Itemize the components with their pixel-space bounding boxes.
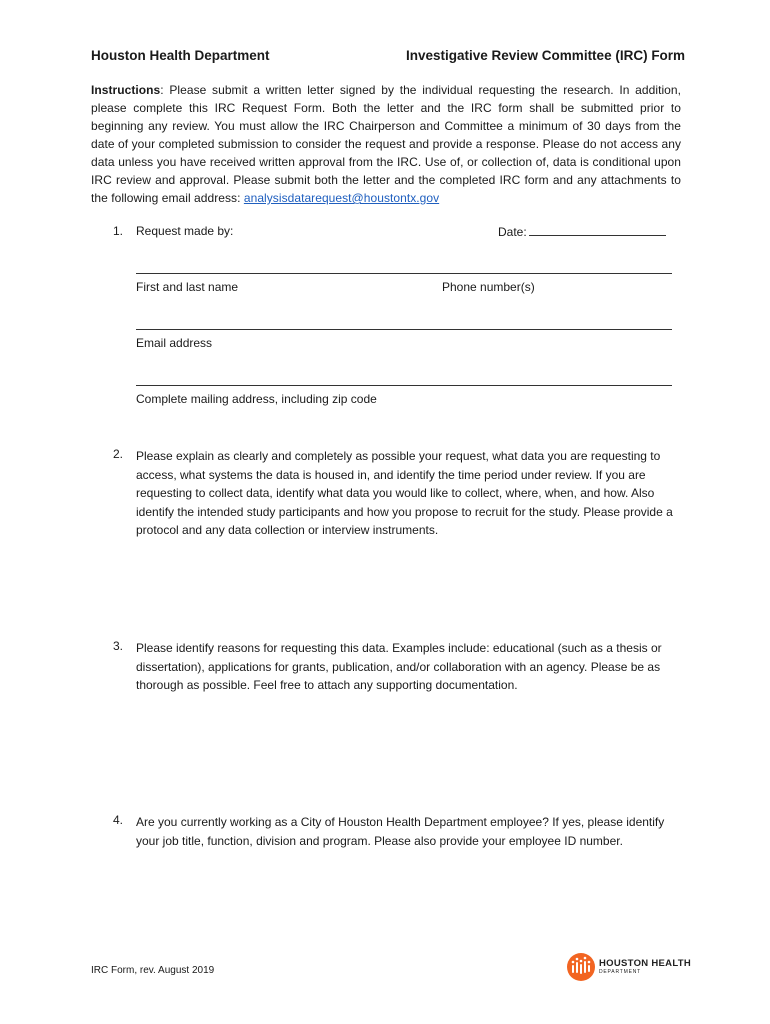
logo-mark-icon [566, 952, 596, 982]
section4-number: 4. [113, 813, 124, 827]
first-last-name-label: First and last name [136, 280, 239, 294]
section2-question: Please explain as clearly and completely as possible your request, what data you are requesting to access, what systems the data is housed in, and identify the time period under review. If you are requesting to collect data, identify what data you would like to collect, where, when, and how. Also identify the intended study participants and how you propose to recruit for the study. Please provide a protocol and any data collection or interview instruments. [136, 449, 673, 537]
section3-number: 3. [113, 639, 124, 653]
houston-health-logo [566, 952, 691, 982]
date-blank-line [529, 224, 666, 236]
section3-question: Please identify reasons for requesting this data. Examples include: educational (such as a thesis or dissertation), applications for grants, publication, and/or collaboration with an agency. Please be as thorough as possible. Feel free to attach any supporting documentation. [136, 641, 662, 692]
instructions-text: : Please submit a written letter signed by the individual requesting the research. In addition, please complete this IRC Request Form. Both the letter and the IRC form shall be submitted prior to beginning any review. You must allow the IRC Chairperson and Committee a minimum of 30 days from the date of your completed submission to consider the request and provide a response. Please do not access any data unless you have received written approval from the IRC. Use of, or collection of, data is conditional upon IRC review and approval. Please submit both the letter and the completed IRC form and any attachments to the following email address: [91, 83, 681, 205]
section1-number: 1. [113, 224, 124, 238]
logo-subtitle: DEPARTMENT [599, 969, 641, 975]
email-address-label: Email address [136, 336, 213, 350]
footer-revision: IRC Form, rev. August 2019 [91, 965, 215, 976]
submission-email-link[interactable]: analysisdatarequest@houstontx.gov [243, 191, 440, 205]
logo-title: HOUSTON HEALTH [599, 958, 691, 969]
instructions-paragraph [91, 81, 681, 207]
section4-question: Are you currently working as a City of Houston Health Department employee? If yes, please identify your job title, function, division and program. Please also provide your employee ID number. [136, 815, 665, 848]
section2-number: 2. [113, 447, 124, 461]
phone-number-label: Phone number(s) [442, 280, 535, 294]
instructions-label: Instructions [91, 83, 161, 97]
address-blank-line[interactable] [136, 385, 672, 386]
name-blank-line[interactable] [136, 273, 672, 274]
department-header: Houston Health Department [91, 48, 270, 63]
date-field[interactable] [498, 224, 666, 239]
form-title: Investigative Review Committee (IRC) Form [406, 48, 686, 63]
request-made-by-label: Request made by: [136, 224, 234, 238]
date-label: Date: [498, 225, 527, 239]
email-blank-line[interactable] [136, 329, 672, 330]
mailing-address-label: Complete mailing address, including zip code [136, 392, 377, 406]
